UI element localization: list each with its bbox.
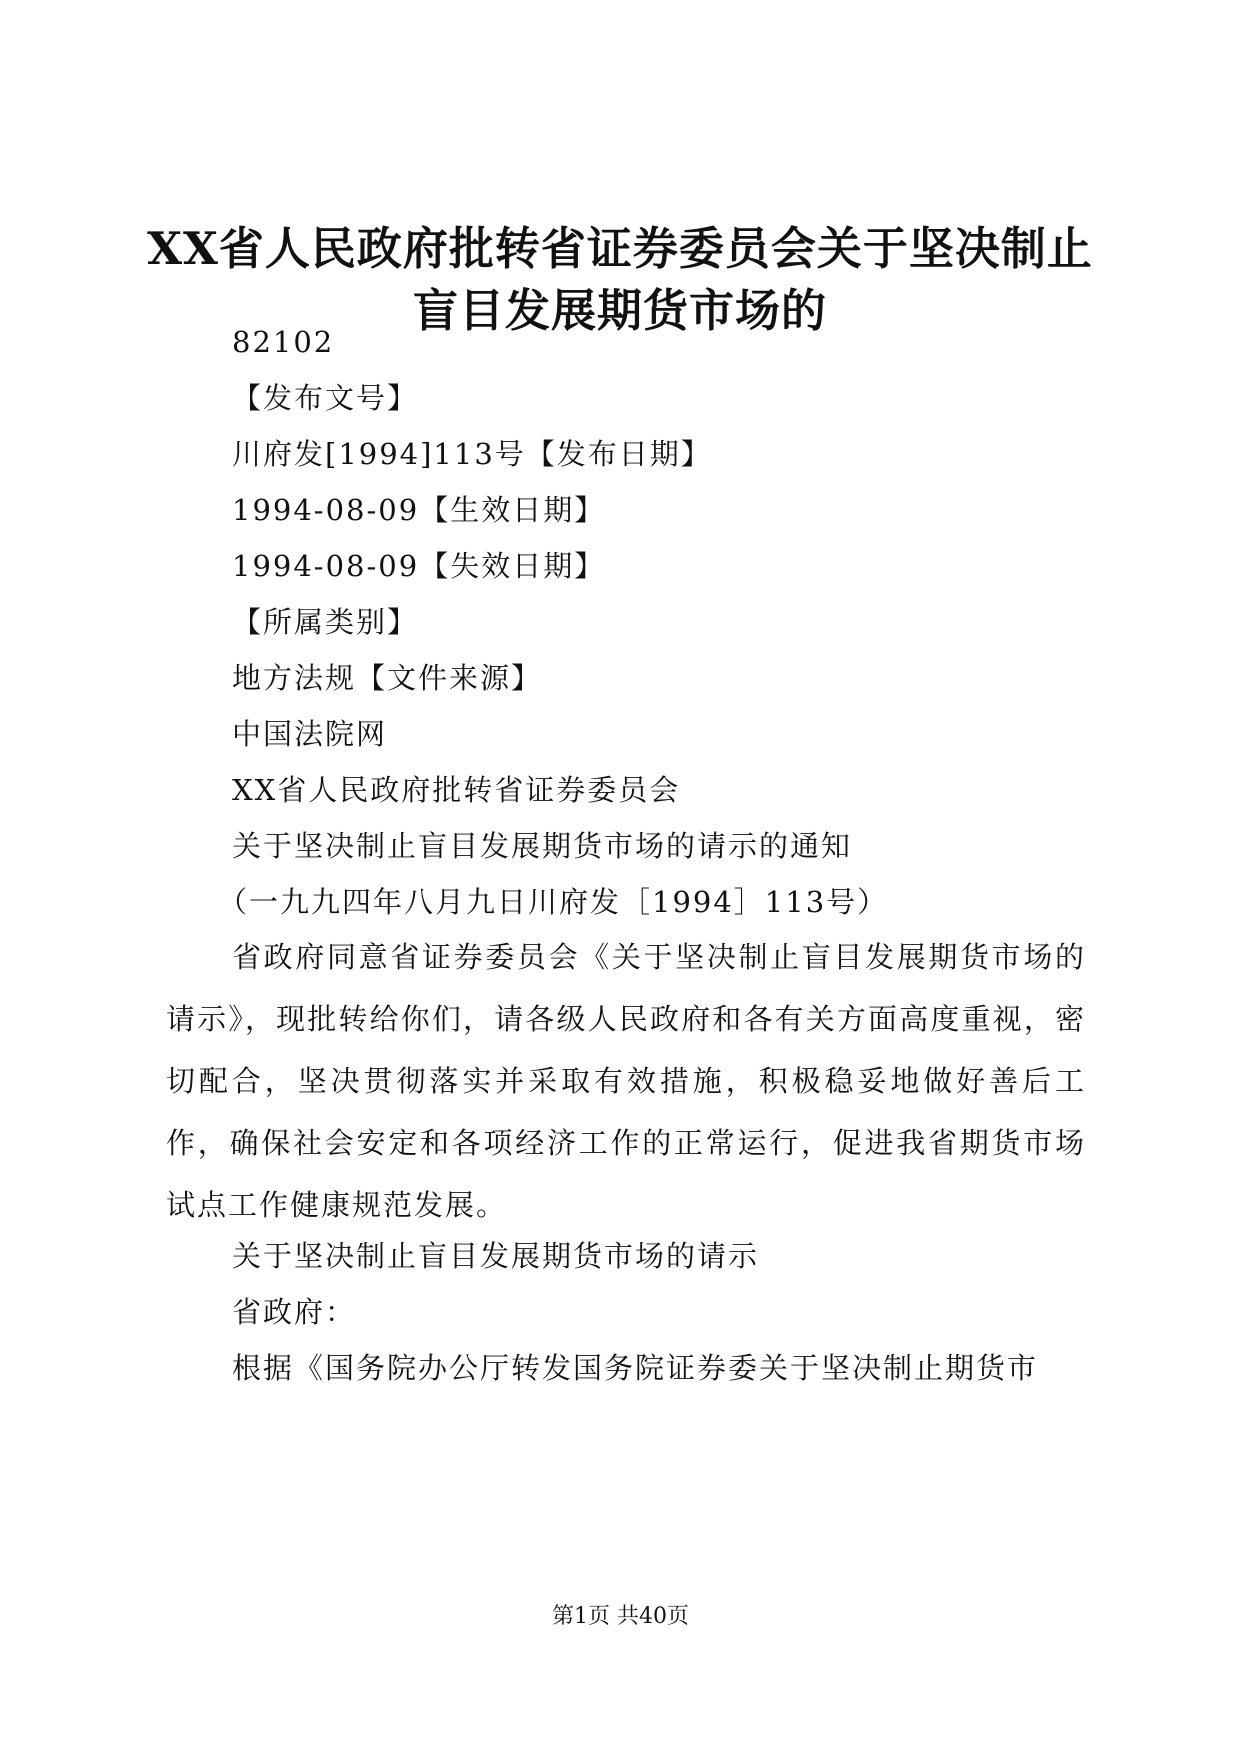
body-start-line: 根据《国务院办公厅转发国务院证券委关于坚决制止期货市 — [232, 1351, 1039, 1385]
category-label: 【所属类别】 — [232, 605, 419, 639]
issue-date-line: 1994-08-09【生效日期】 — [232, 493, 606, 527]
document-number: 82102 — [232, 325, 335, 359]
issue-number-line: 川府发[1994]113号【发布日期】 — [232, 437, 712, 471]
document-title: XX省人民政府批转省证券委员会关于坚决制止盲目发展期货市场的 — [147, 222, 1093, 337]
notice-date-line: （一九九四年八月九日川府发［1994］113号） — [218, 885, 889, 919]
effective-date-line: 1994-08-09【失效日期】 — [232, 549, 606, 583]
body-paragraph: 省政府同意省证券委员会《关于坚决制止盲目发展期货市场的请示》，现批转给你们，请各级人民政府和各有关方面高度重视，密切配合，坚决贯彻落实并采取有效措施，积极稳妥地做好善后工作，确保社会安定和各项经济工作的正常运行，促进我省期货市场试点工作健康规范发展。 — [166, 940, 1086, 1222]
issue-number-label: 【发布文号】 — [232, 381, 419, 415]
notice-heading-line-1: XX省人民政府批转省证券委员会 — [232, 773, 681, 807]
source-line: 中国法院网 — [232, 717, 388, 751]
request-heading: 关于坚决制止盲目发展期货市场的请示 — [232, 1239, 760, 1273]
category-line: 地方法规【文件来源】 — [232, 661, 543, 695]
addressee-line: 省政府： — [232, 1295, 357, 1329]
page-footer: 第1页 共40页 — [552, 1604, 689, 1629]
notice-heading-line-2: 关于坚决制止盲目发展期货市场的请示的通知 — [232, 829, 853, 863]
